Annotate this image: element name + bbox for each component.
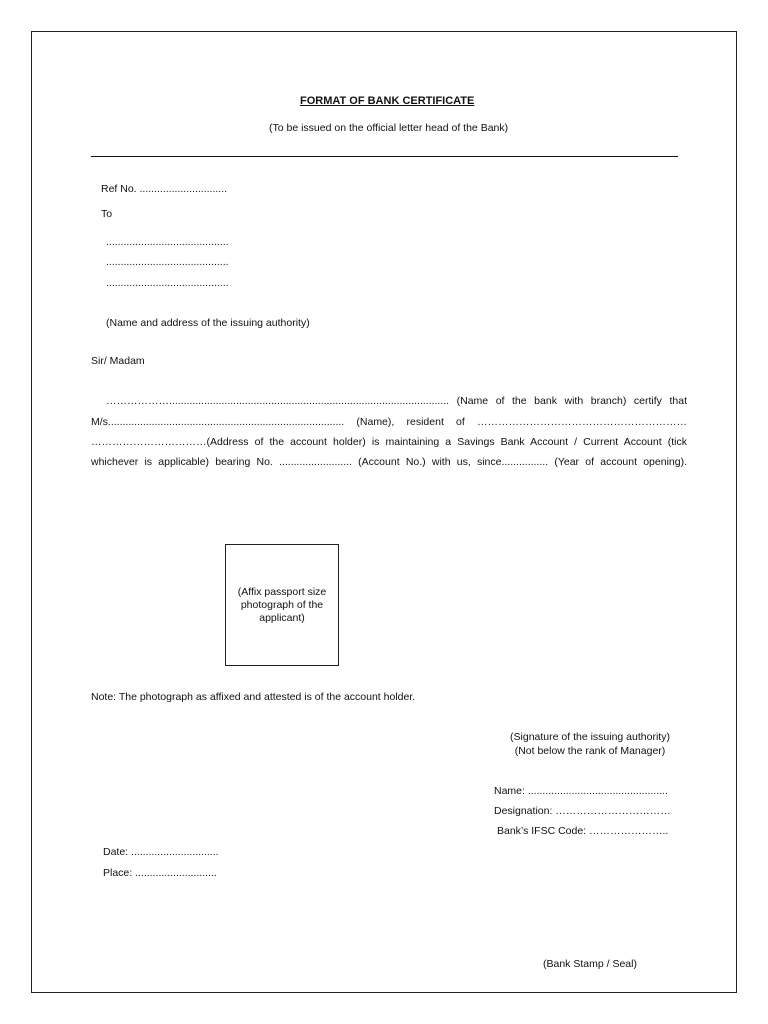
certificate-body xyxy=(91,394,687,474)
document-subtitle: (To be issued on the official letter head of the Bank) xyxy=(269,122,509,134)
address-line-1: .......................................... xyxy=(106,236,229,248)
bank-ifsc-code: Bank’s IFSC Code: ………………….. xyxy=(497,825,669,837)
bank-stamp-caption: (Bank Stamp / Seal) xyxy=(543,958,637,970)
to-label: To xyxy=(101,208,113,220)
signatory-name: Name: ................................................ xyxy=(494,785,668,797)
document-title: FORMAT OF BANK CERTIFICATE xyxy=(300,95,475,107)
photo-instruction: (Affix passport size photograph of the applicant) xyxy=(237,585,327,624)
photo-note: Note: The photograph as affixed and attested is of the account holder. xyxy=(91,691,416,703)
header-rule xyxy=(91,156,678,157)
photo-placeholder-box xyxy=(225,544,339,666)
date-field: Date: .............................. xyxy=(103,846,219,858)
place-field: Place: ............................ xyxy=(103,867,217,879)
rank-caption: (Not below the rank of Manager) xyxy=(514,745,666,757)
address-line-2: .......................................... xyxy=(106,256,229,268)
authority-caption: (Name and address of the issuing authority) xyxy=(106,317,310,329)
body-line-4: whichever is applicable) bearing No. ......................... (Account No.) with us, since................ (Year of account opening). xyxy=(91,456,687,468)
signatory-designation: Designation: …………………………… xyxy=(494,805,671,817)
ref-number: Ref No. .............................. xyxy=(101,183,228,195)
address-line-3: .......................................... xyxy=(106,277,229,289)
signature-caption: (Signature of the issuing authority) xyxy=(510,731,670,743)
salutation: Sir/ Madam xyxy=(91,355,145,367)
body-line-3: ……………………………(Address of the account holder) is maintaining a Savings Bank Account / Current Account (tick xyxy=(91,436,687,448)
body-line-1: ………………................................................................................................ (Name of the bank with branch) certify that xyxy=(106,395,687,407)
body-line-2: M/s................................................................................. (Name), resident of …………………………………………………… xyxy=(91,416,687,428)
